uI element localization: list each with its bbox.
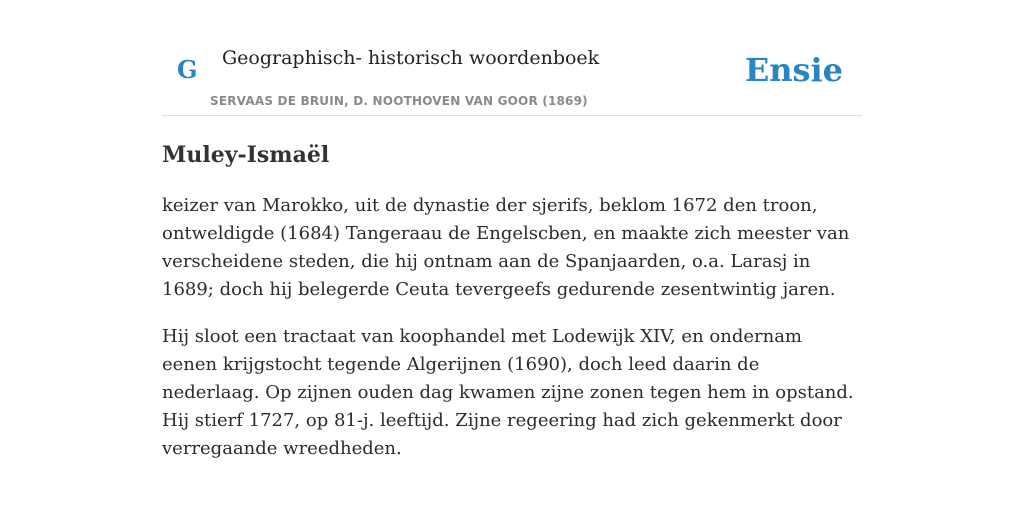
book-title-link[interactable]: Geographisch- historisch woordenboek	[222, 47, 600, 69]
entry-paragraph: Hij sloot een tractaat van koophandel met Lodewijk XIV, en ondernam eenen krijgstocht tegende Algerijnen (1690), doch leed daarin de nederlaag. Op zijnen ouden dag kwamen zijne zonen tegen hem in opstand. Hij stierf 1727, op 81-j. leeftijd. Zijne regeering had zich gekenmerkt door verregaande wreedheden.	[162, 326, 854, 459]
entry-title: Muley-Ismaël	[162, 142, 330, 168]
entry-paragraph: keizer van Marokko, uit de dynastie der sjerifs, beklom 1672 den troon, ontweldigde (1684) Tangeraau de Engelscben, en maakte zich meester van verscheidene steden, die hij ontnam aan de Spanjaarden, o.a. Larasj in 1689; doch hij belegerde Ceuta tevergeefs gedurende zesentwintig jaren.	[162, 195, 850, 300]
page-header	[162, 0, 862, 116]
book-logo[interactable]: G	[177, 55, 198, 84]
ensie-brand-logo[interactable]: Ensie	[744, 51, 843, 89]
entry-body	[162, 192, 862, 482]
book-authors: SERVAAS DE BRUIN, D. NOOTHOVEN VAN GOOR (1869)	[210, 94, 588, 108]
